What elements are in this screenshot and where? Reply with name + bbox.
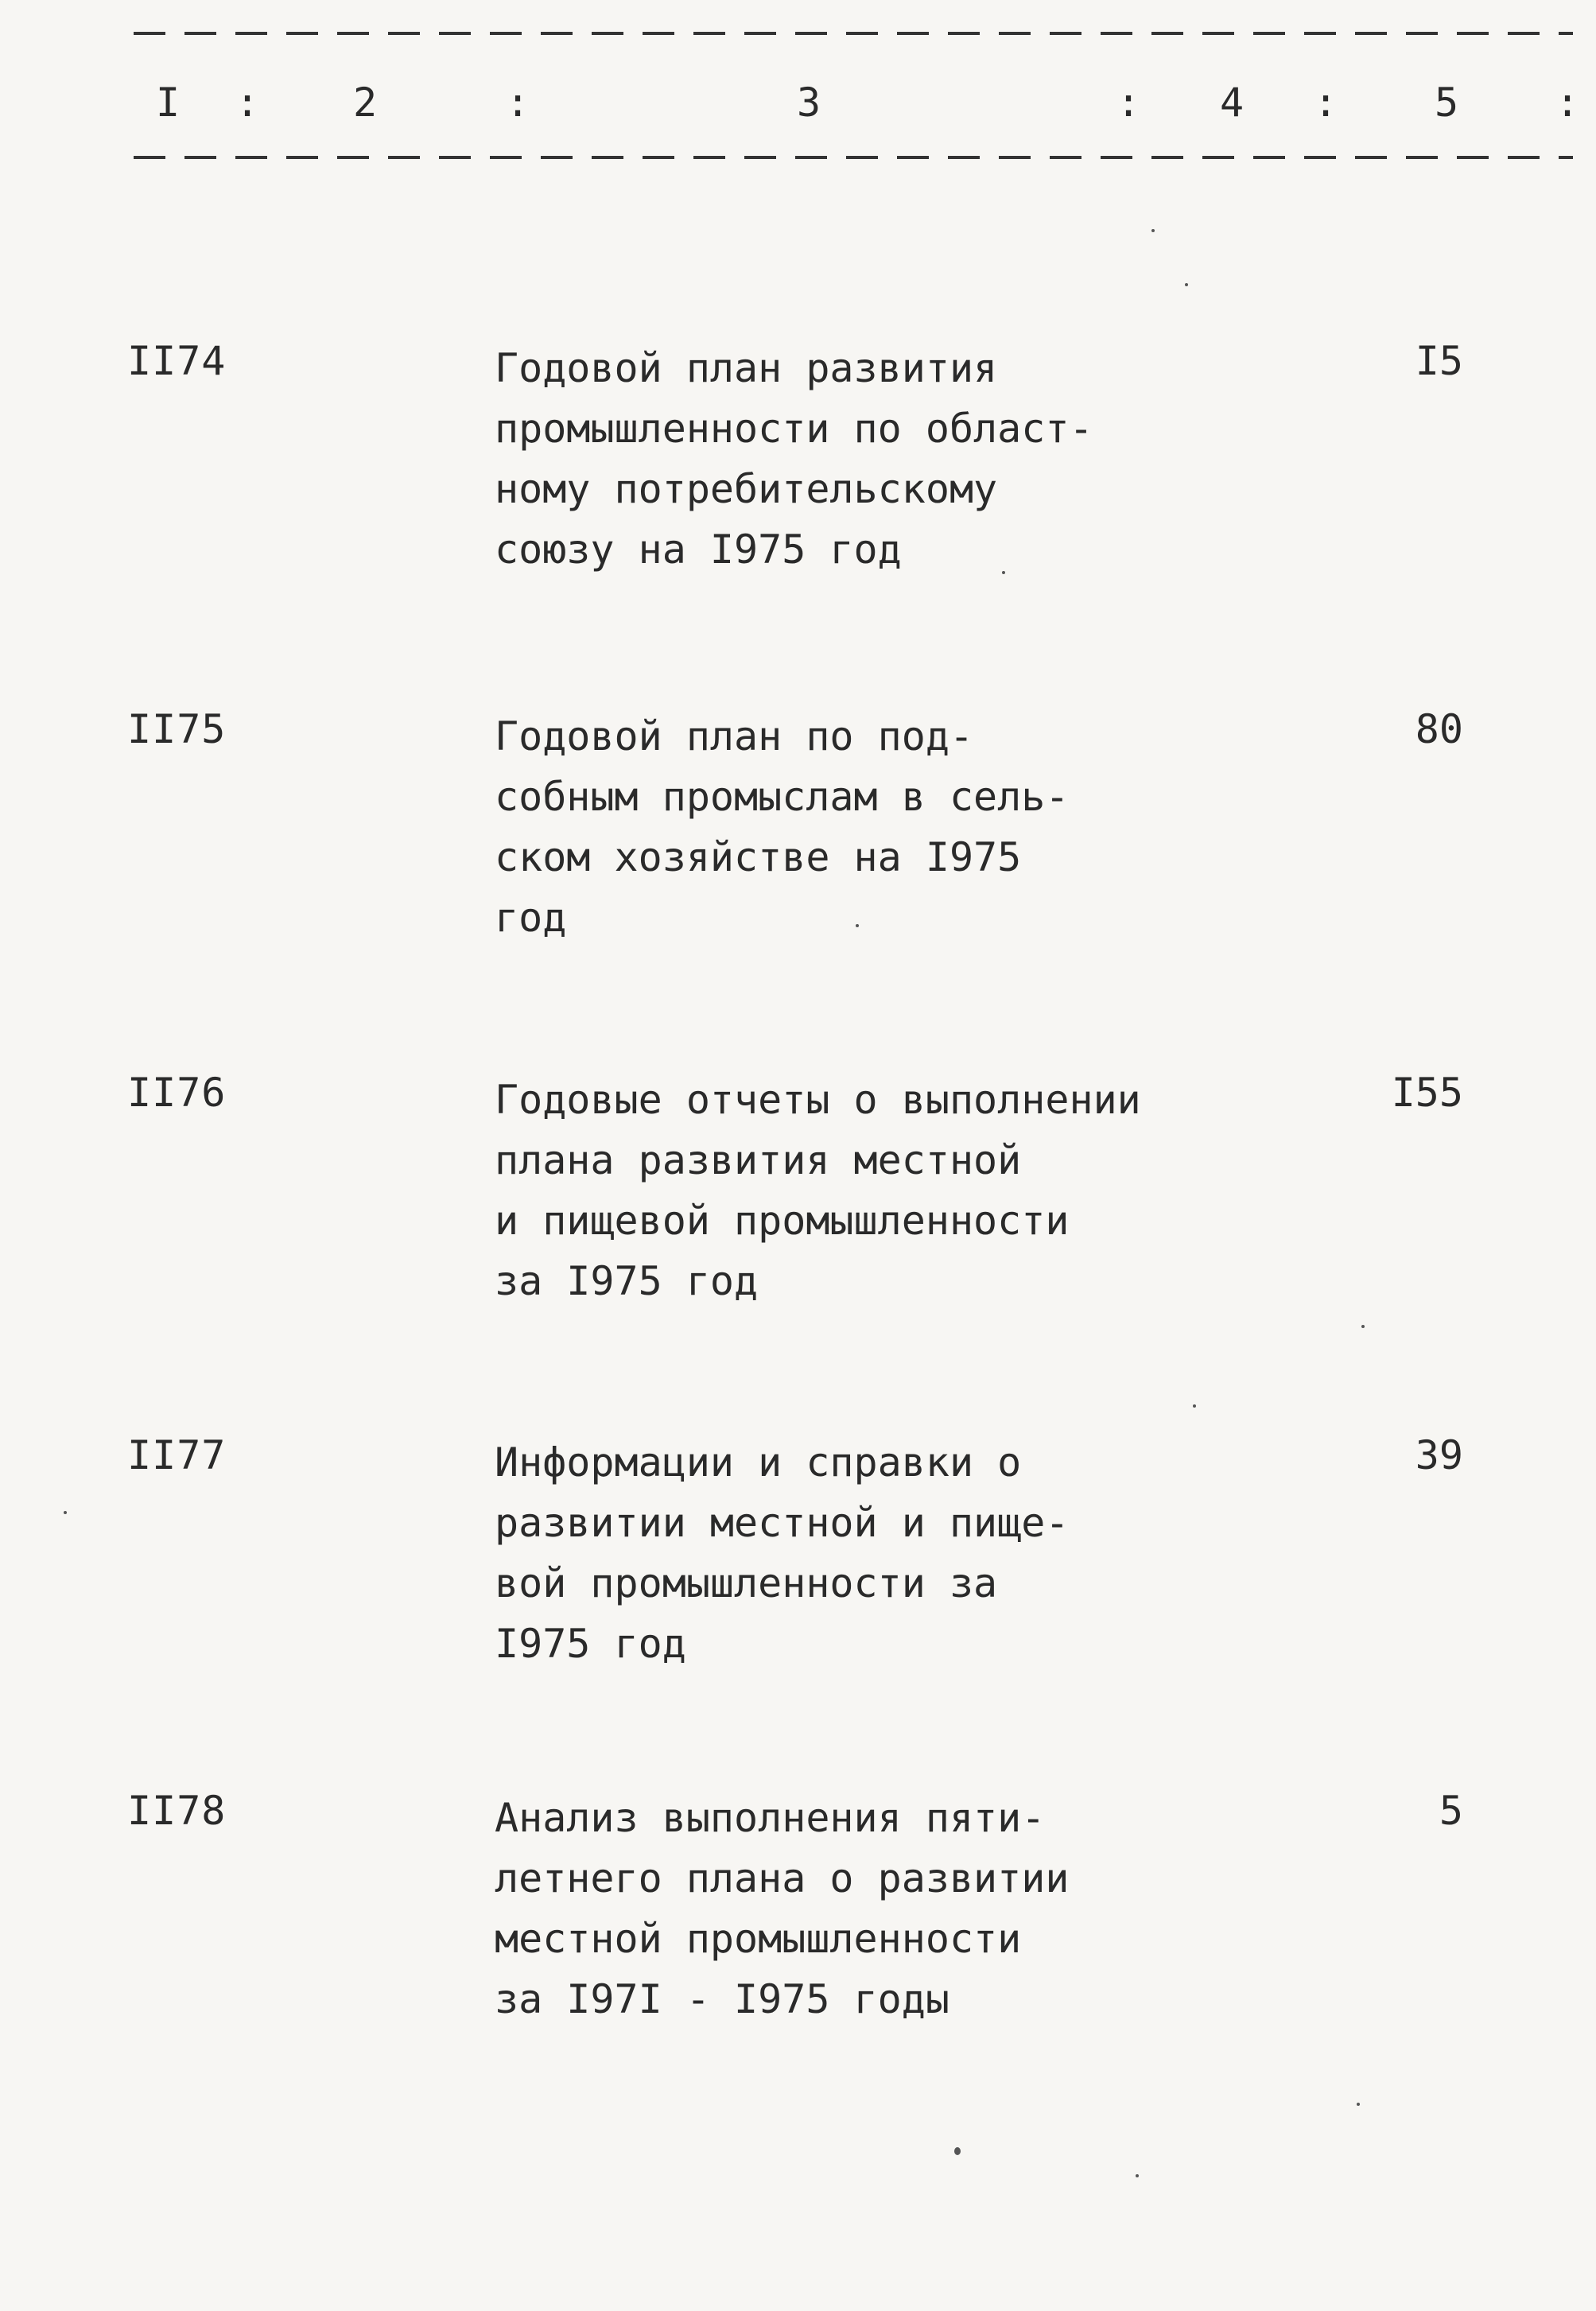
record-title-line: год	[495, 895, 567, 941]
record-number: II76	[127, 1070, 227, 1116]
scan-speck	[1361, 1325, 1365, 1328]
record-number: II78	[127, 1788, 227, 1834]
scan-speck	[954, 2147, 961, 2155]
record-sheet-count: 39	[1415, 1432, 1463, 1478]
column-separator: :	[1116, 80, 1141, 126]
record-title-line: развитии местной и пище-	[495, 1500, 1070, 1546]
column-separator: :	[506, 80, 530, 126]
record-title-line: Годовые отчеты о выполнении	[495, 1077, 1141, 1123]
record-title-line: промышленности по област-	[495, 406, 1093, 452]
scan-speck	[1185, 283, 1188, 286]
record-number: II75	[127, 706, 227, 752]
record-sheet-count: 80	[1415, 706, 1463, 752]
column-number-5: 5	[1435, 80, 1459, 126]
record-sheet-count: I5	[1415, 338, 1463, 384]
record-number: II74	[127, 338, 227, 384]
record-sheet-count: 5	[1439, 1788, 1463, 1834]
record-title-line: и пищевой промышленности	[495, 1198, 1070, 1244]
scan-speck	[1136, 2174, 1139, 2177]
record-title-line: ному потребительскому	[495, 466, 998, 512]
record-title	[495, 1070, 1210, 1311]
scan-speck	[64, 1511, 67, 1514]
column-number-3: 3	[797, 80, 821, 126]
column-separator: :	[1555, 80, 1580, 126]
record-sheet-count: I55	[1391, 1070, 1463, 1116]
scan-speck	[1193, 1404, 1196, 1408]
column-number-2: 2	[353, 80, 378, 126]
record-title	[495, 338, 1210, 580]
record-title-line: Информации и справки о	[495, 1439, 1022, 1486]
record-title	[495, 1432, 1210, 1674]
column-header-row	[0, 80, 1596, 143]
scan-speck	[1357, 2103, 1360, 2106]
column-separator: :	[235, 80, 260, 126]
record-title	[495, 706, 1210, 948]
record-title-line: вой промышленности за	[495, 1560, 998, 1606]
header-top-rule	[134, 32, 1573, 35]
scan-speck	[856, 924, 859, 927]
record-title-line: собным промыслам в сель-	[495, 774, 1070, 820]
record-title-line: I975 год	[495, 1621, 686, 1667]
column-number-4: 4	[1220, 80, 1245, 126]
record-title-line: союзу на I975 год	[495, 526, 902, 573]
record-title-line: Анализ выполнения пяти-	[495, 1795, 1046, 1841]
record-title-line: плана развития местной	[495, 1137, 1022, 1183]
column-separator: :	[1314, 80, 1338, 126]
scan-speck	[1151, 229, 1155, 232]
record-title-line: ском хозяйстве на I975	[495, 834, 1022, 880]
header-bottom-rule	[134, 156, 1573, 159]
record-title-line: летнего плана о развитии	[495, 1855, 1070, 1901]
scan-speck	[1002, 571, 1005, 574]
record-title-line: за I975 год	[495, 1258, 759, 1304]
record-number: II77	[127, 1432, 227, 1478]
record-title	[495, 1788, 1210, 2029]
record-title-line: Годовой план развития	[495, 345, 998, 391]
record-title-line: Годовой план по под-	[495, 713, 974, 759]
record-title-line: за I97I - I975 годы	[495, 1976, 949, 2022]
column-number-1: I	[156, 80, 181, 126]
record-title-line: местной промышленности	[495, 1916, 1022, 1962]
